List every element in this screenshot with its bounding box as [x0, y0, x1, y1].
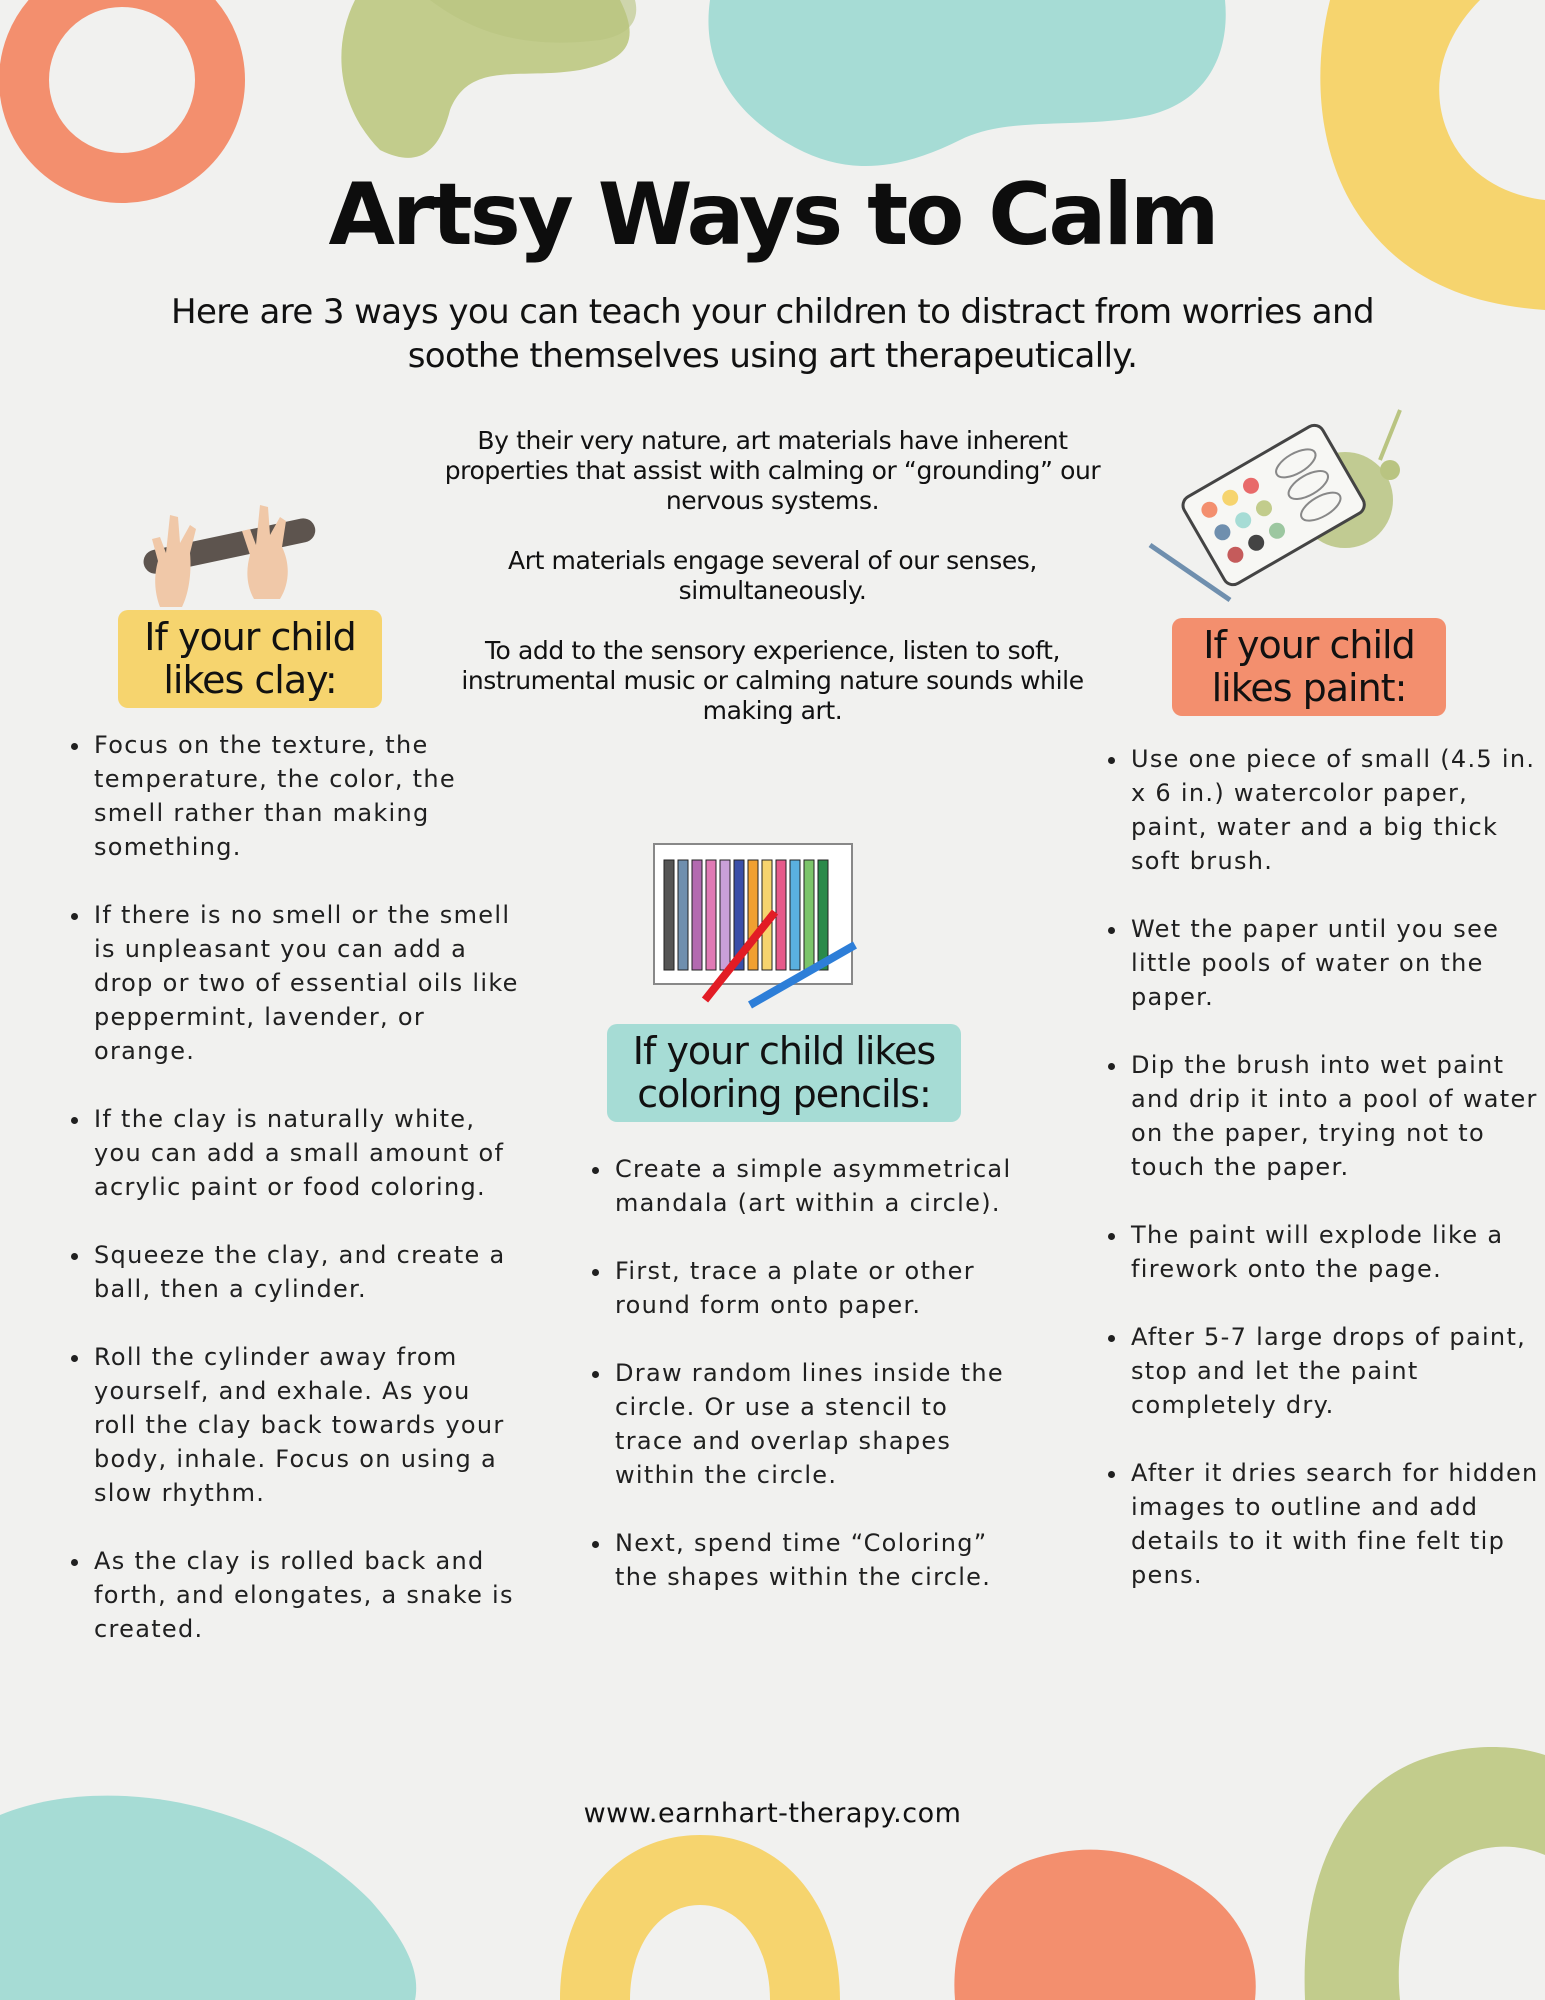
list-item: • After 5-7 large drops of paint, stop and let the paint completely dry. — [1129, 1320, 1545, 1422]
list-item: • Squeeze the clay, and create a ball, then a cylinder. — [92, 1238, 522, 1306]
page-subtitle: Here are 3 ways you can teach your children to distract from worries and soothe themselves using art therapeutically. — [171, 292, 1374, 376]
watercolor-palette-icon — [1145, 400, 1435, 620]
yellow-arch-bottom-shape — [560, 1835, 840, 2000]
list-item: • First, trace a plate or other round form onto paper. — [613, 1254, 1013, 1322]
pencils-tips-list — [580, 1152, 1013, 1628]
colored-pencils-icon — [650, 840, 860, 1010]
list-item: • If the clay is naturally white, you can add a small amount of acrylic paint or food coloring. — [92, 1102, 522, 1204]
list-item: • The paint will explode like a firework onto the page. — [1129, 1218, 1545, 1286]
clay-section-label: If your child likes clay: — [118, 610, 382, 708]
paint-tips-list — [1096, 742, 1545, 1626]
pencils-section-label: If your child likes coloring pencils: — [607, 1024, 961, 1122]
intro-paragraph: Art materials engage several of our senses, simultaneously. — [508, 546, 1037, 605]
list-item: • If there is no smell or the smell is unpleasant you can add a drop or two of essential oils like peppermint, lavender, or orange. — [92, 898, 522, 1068]
intro-paragraph: By their very nature, art materials have inherent properties that assist with calming or “grounding” our nervous systems. — [444, 426, 1101, 515]
list-item: • Next, spend time “Coloring” the shapes within the circle. — [613, 1526, 1013, 1594]
list-item: • Draw random lines inside the circle. Or use a stencil to trace and overlap shapes within the circle. — [613, 1356, 1013, 1492]
list-item: • Use one piece of small (4.5 in. x 6 in.) watercolor paper, paint, water and a big thick soft brush. — [1129, 742, 1545, 878]
list-item: • Create a simple asymmetrical mandala (art within a circle). — [613, 1152, 1013, 1220]
intro-paragraph: To add to the sensory experience, listen to soft, instrumental music or calming nature sounds while making art. — [461, 636, 1084, 725]
list-item: • As the clay is rolled back and forth, and elongates, a snake is created. — [92, 1544, 522, 1646]
list-item: • Focus on the texture, the temperature, the color, the smell rather than making something. — [92, 728, 522, 864]
coral-blob-bottom-shape — [954, 1850, 1255, 2000]
olive-arch-bottom-shape — [1305, 1747, 1545, 2000]
list-item: • After it dries search for hidden images to outline and add details to it with fine felt tip pens. — [1129, 1456, 1545, 1592]
list-item: • Wet the paper until you see little pools of water on the paper. — [1129, 912, 1545, 1014]
page-title: Artsy Ways to Calm — [328, 165, 1217, 265]
list-item: • Roll the cylinder away from yourself, and exhale. As you roll the clay back towards your body, inhale. Focus on using a slow rhythm. — [92, 1340, 522, 1510]
aqua-blob-shape — [708, 0, 1225, 166]
footer-website-link[interactable]: www.earnhart-therapy.com — [583, 1798, 962, 1829]
coral-ring-shape — [24, 0, 220, 178]
hands-rolling-clay-icon — [130, 495, 320, 615]
paint-section-label: If your child likes paint: — [1172, 618, 1446, 716]
intro-text — [440, 426, 1105, 756]
clay-tips-list — [59, 728, 522, 1680]
list-item: • Dip the brush into wet paint and drip it into a pool of water on the paper, trying not to touch the paper. — [1129, 1048, 1545, 1184]
